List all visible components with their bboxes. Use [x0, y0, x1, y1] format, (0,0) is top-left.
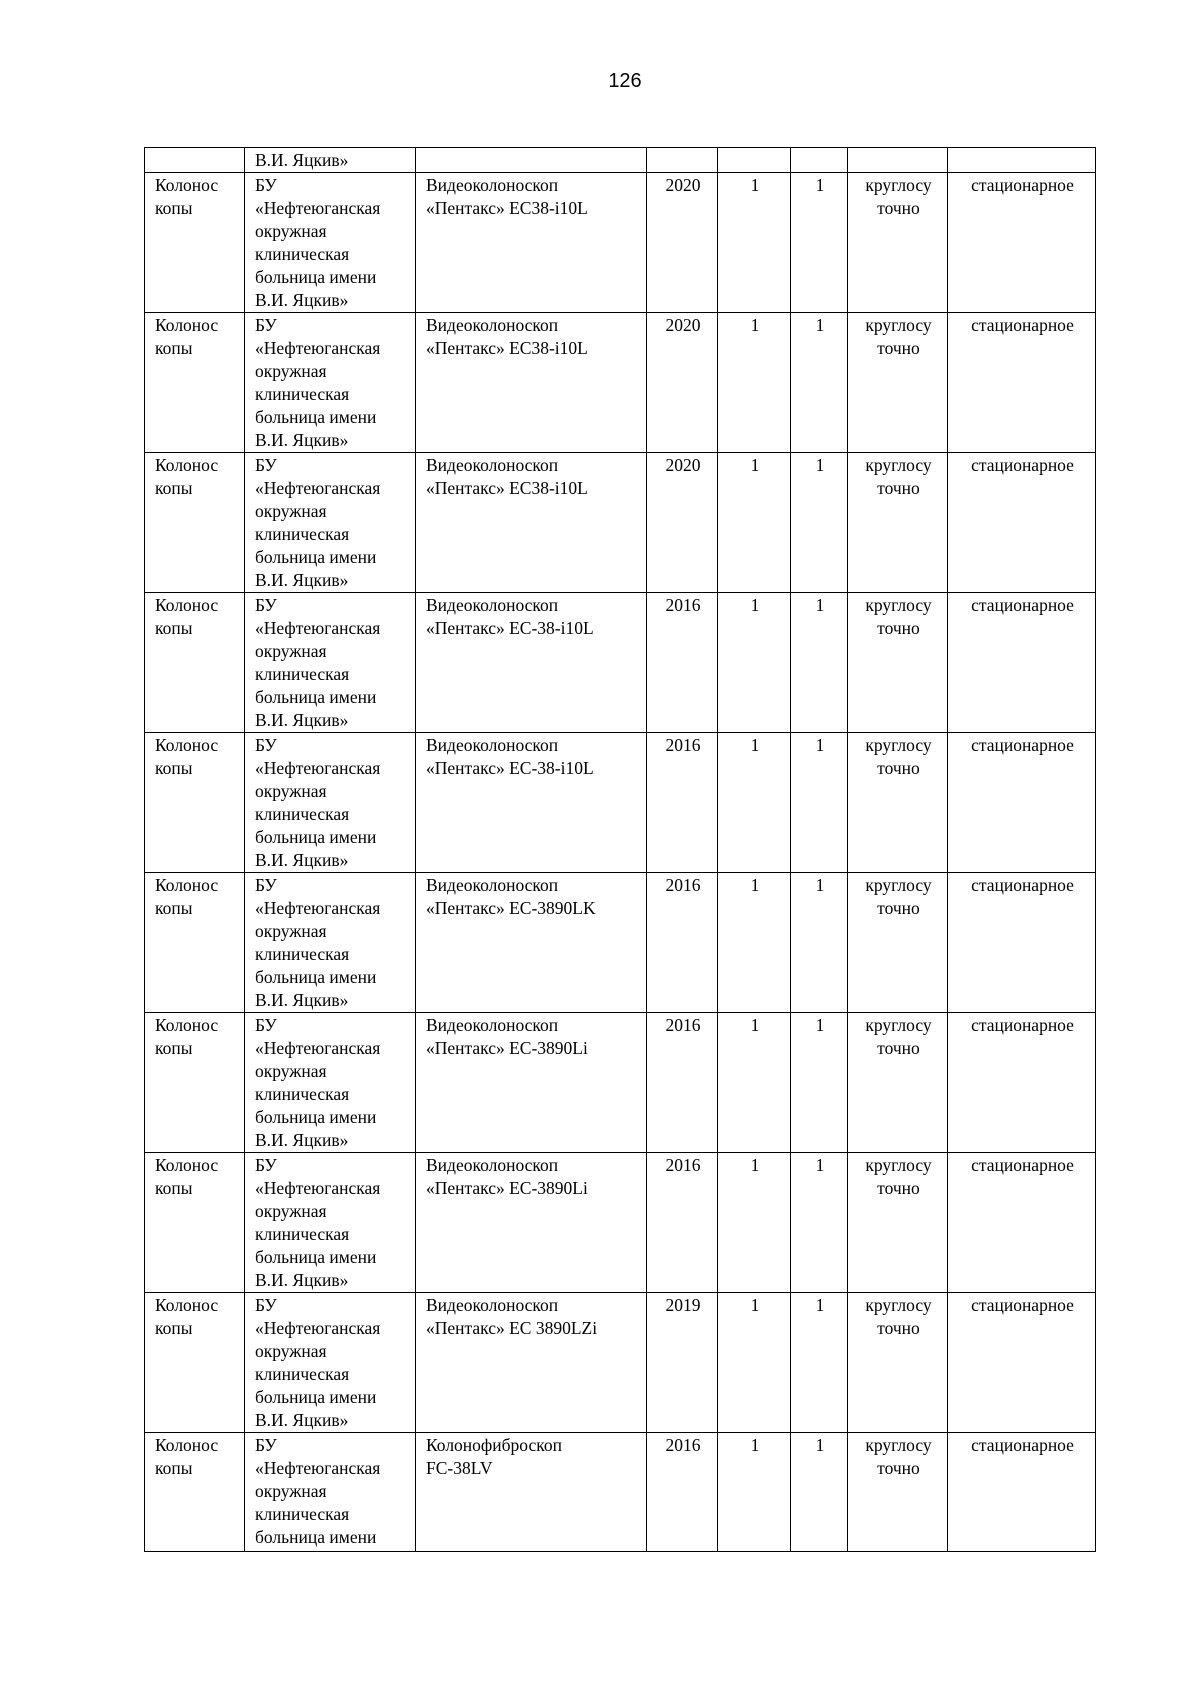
cell-qty-2: 1 [791, 1293, 848, 1433]
cell-year: 2020 [647, 173, 718, 313]
page-number: 126 [608, 70, 642, 92]
cell-mode: круглосу точно [848, 453, 948, 593]
cell-device: Видеоколоноскоп «Пентакс» EC38-i10L [416, 453, 647, 593]
table-row [145, 1153, 1096, 1293]
cell-organization: БУ «Нефтеюганская окружная клиническая больница имени В.И. Яцкив» [245, 1013, 416, 1153]
table-row-continued [145, 148, 1096, 173]
cell-qty-1: 1 [718, 313, 791, 453]
cell-device: Видеоколоноскоп «Пентакс» EC-3890Li [416, 1013, 647, 1153]
cell-kind: стационарное [948, 1433, 1096, 1552]
cell-type: Колонос копы [145, 733, 245, 873]
cell-kind: стационарное [948, 873, 1096, 1013]
cell-type: Колонос копы [145, 1433, 245, 1552]
cell-organization: БУ «Нефтеюганская окружная клиническая больница имени В.И. Яцкив» [245, 733, 416, 873]
table-row [145, 873, 1096, 1013]
cell-kind [948, 148, 1096, 173]
cell-year: 2016 [647, 733, 718, 873]
cell-qty-1: 1 [718, 173, 791, 313]
table-row-last [145, 1433, 1096, 1552]
cell-qty-1: 1 [718, 1153, 791, 1293]
cell-year: 2019 [647, 1293, 718, 1433]
cell-qty-1: 1 [718, 1433, 791, 1552]
cell-qty-1: 1 [718, 873, 791, 1013]
cell-qty-2: 1 [791, 1013, 848, 1153]
cell-mode: круглосу точно [848, 593, 948, 733]
cell-type: Колонос копы [145, 1013, 245, 1153]
cell-kind: стационарное [948, 453, 1096, 593]
cell-year: 2016 [647, 1153, 718, 1293]
cell-year: 2016 [647, 873, 718, 1013]
cell-device: Видеоколоноскоп «Пентакс» EC38-i10L [416, 173, 647, 313]
cell-year: 2020 [647, 313, 718, 453]
cell-year: 2016 [647, 1433, 718, 1552]
cell-mode: круглосу точно [848, 873, 948, 1013]
cell-kind: стационарное [948, 1293, 1096, 1433]
cell-type: Колонос копы [145, 173, 245, 313]
cell-qty-2: 1 [791, 1153, 848, 1293]
cell-organization: БУ «Нефтеюганская окружная клиническая больница имени В.И. Яцкив» [245, 873, 416, 1013]
cell-type [145, 148, 245, 173]
cell-qty-2: 1 [791, 733, 848, 873]
cell-organization: БУ «Нефтеюганская окружная клиническая больница имени В.И. Яцкив» [245, 313, 416, 453]
cell-kind: стационарное [948, 1013, 1096, 1153]
cell-organization: В.И. Яцкив» [245, 148, 416, 173]
cell-qty-2: 1 [791, 873, 848, 1013]
cell-device: Видеоколоноскоп «Пентакс» EC-3890LK [416, 873, 647, 1013]
cell-year: 2020 [647, 453, 718, 593]
cell-mode: круглосу точно [848, 1433, 948, 1552]
cell-qty-2: 1 [791, 173, 848, 313]
cell-kind: стационарное [948, 313, 1096, 453]
table-row [145, 1293, 1096, 1433]
cell-mode: круглосу точно [848, 1153, 948, 1293]
equipment-table [144, 147, 1096, 1552]
cell-qty-1: 1 [718, 453, 791, 593]
cell-organization: БУ «Нефтеюганская окружная клиническая больница имени [245, 1433, 416, 1552]
cell-mode: круглосу точно [848, 313, 948, 453]
cell-mode: круглосу точно [848, 1013, 948, 1153]
cell-device: Видеоколоноскоп «Пентакс» EC-3890Li [416, 1153, 647, 1293]
cell-qty-1: 1 [718, 593, 791, 733]
cell-qty-1 [718, 148, 791, 173]
table-row [145, 733, 1096, 873]
cell-qty-2: 1 [791, 453, 848, 593]
cell-type: Колонос копы [145, 453, 245, 593]
cell-device: Колонофиброскоп FC-38LV [416, 1433, 647, 1552]
cell-kind: стационарное [948, 1153, 1096, 1293]
cell-kind: стационарное [948, 173, 1096, 313]
cell-organization: БУ «Нефтеюганская окружная клиническая больница имени В.И. Яцкив» [245, 453, 416, 593]
cell-organization: БУ «Нефтеюганская окружная клиническая больница имени В.И. Яцкив» [245, 173, 416, 313]
cell-qty-2: 1 [791, 313, 848, 453]
cell-qty-1: 1 [718, 733, 791, 873]
cell-qty-2: 1 [791, 593, 848, 733]
cell-qty-2 [791, 148, 848, 173]
cell-mode [848, 148, 948, 173]
cell-device: Видеоколоноскоп «Пентакс» EC-38-i10L [416, 733, 647, 873]
cell-qty-2: 1 [791, 1433, 848, 1552]
cell-type: Колонос копы [145, 1293, 245, 1433]
cell-device [416, 148, 647, 173]
cell-device: Видеоколоноскоп «Пентакс» EC38-i10L [416, 313, 647, 453]
cell-mode: круглосу точно [848, 1293, 948, 1433]
cell-mode: круглосу точно [848, 733, 948, 873]
cell-qty-1: 1 [718, 1293, 791, 1433]
cell-device: Видеоколоноскоп «Пентакс» EC-38-i10L [416, 593, 647, 733]
cell-type: Колонос копы [145, 873, 245, 1013]
cell-kind: стационарное [948, 593, 1096, 733]
cell-organization: БУ «Нефтеюганская окружная клиническая больница имени В.И. Яцкив» [245, 593, 416, 733]
table-row [145, 313, 1096, 453]
cell-type: Колонос копы [145, 313, 245, 453]
cell-organization: БУ «Нефтеюганская окружная клиническая больница имени В.И. Яцкив» [245, 1293, 416, 1433]
cell-year: 2016 [647, 1013, 718, 1153]
cell-device: Видеоколоноскоп «Пентакс» EC 3890LZi [416, 1293, 647, 1433]
cell-organization: БУ «Нефтеюганская окружная клиническая больница имени В.И. Яцкив» [245, 1153, 416, 1293]
cell-type: Колонос копы [145, 1153, 245, 1293]
cell-mode: круглосу точно [848, 173, 948, 313]
cell-type: Колонос копы [145, 593, 245, 733]
cell-year: 2016 [647, 593, 718, 733]
table-row [145, 173, 1096, 313]
table-row [145, 453, 1096, 593]
table-row [145, 1013, 1096, 1153]
table-row [145, 593, 1096, 733]
cell-kind: стационарное [948, 733, 1096, 873]
cell-qty-1: 1 [718, 1013, 791, 1153]
cell-year [647, 148, 718, 173]
